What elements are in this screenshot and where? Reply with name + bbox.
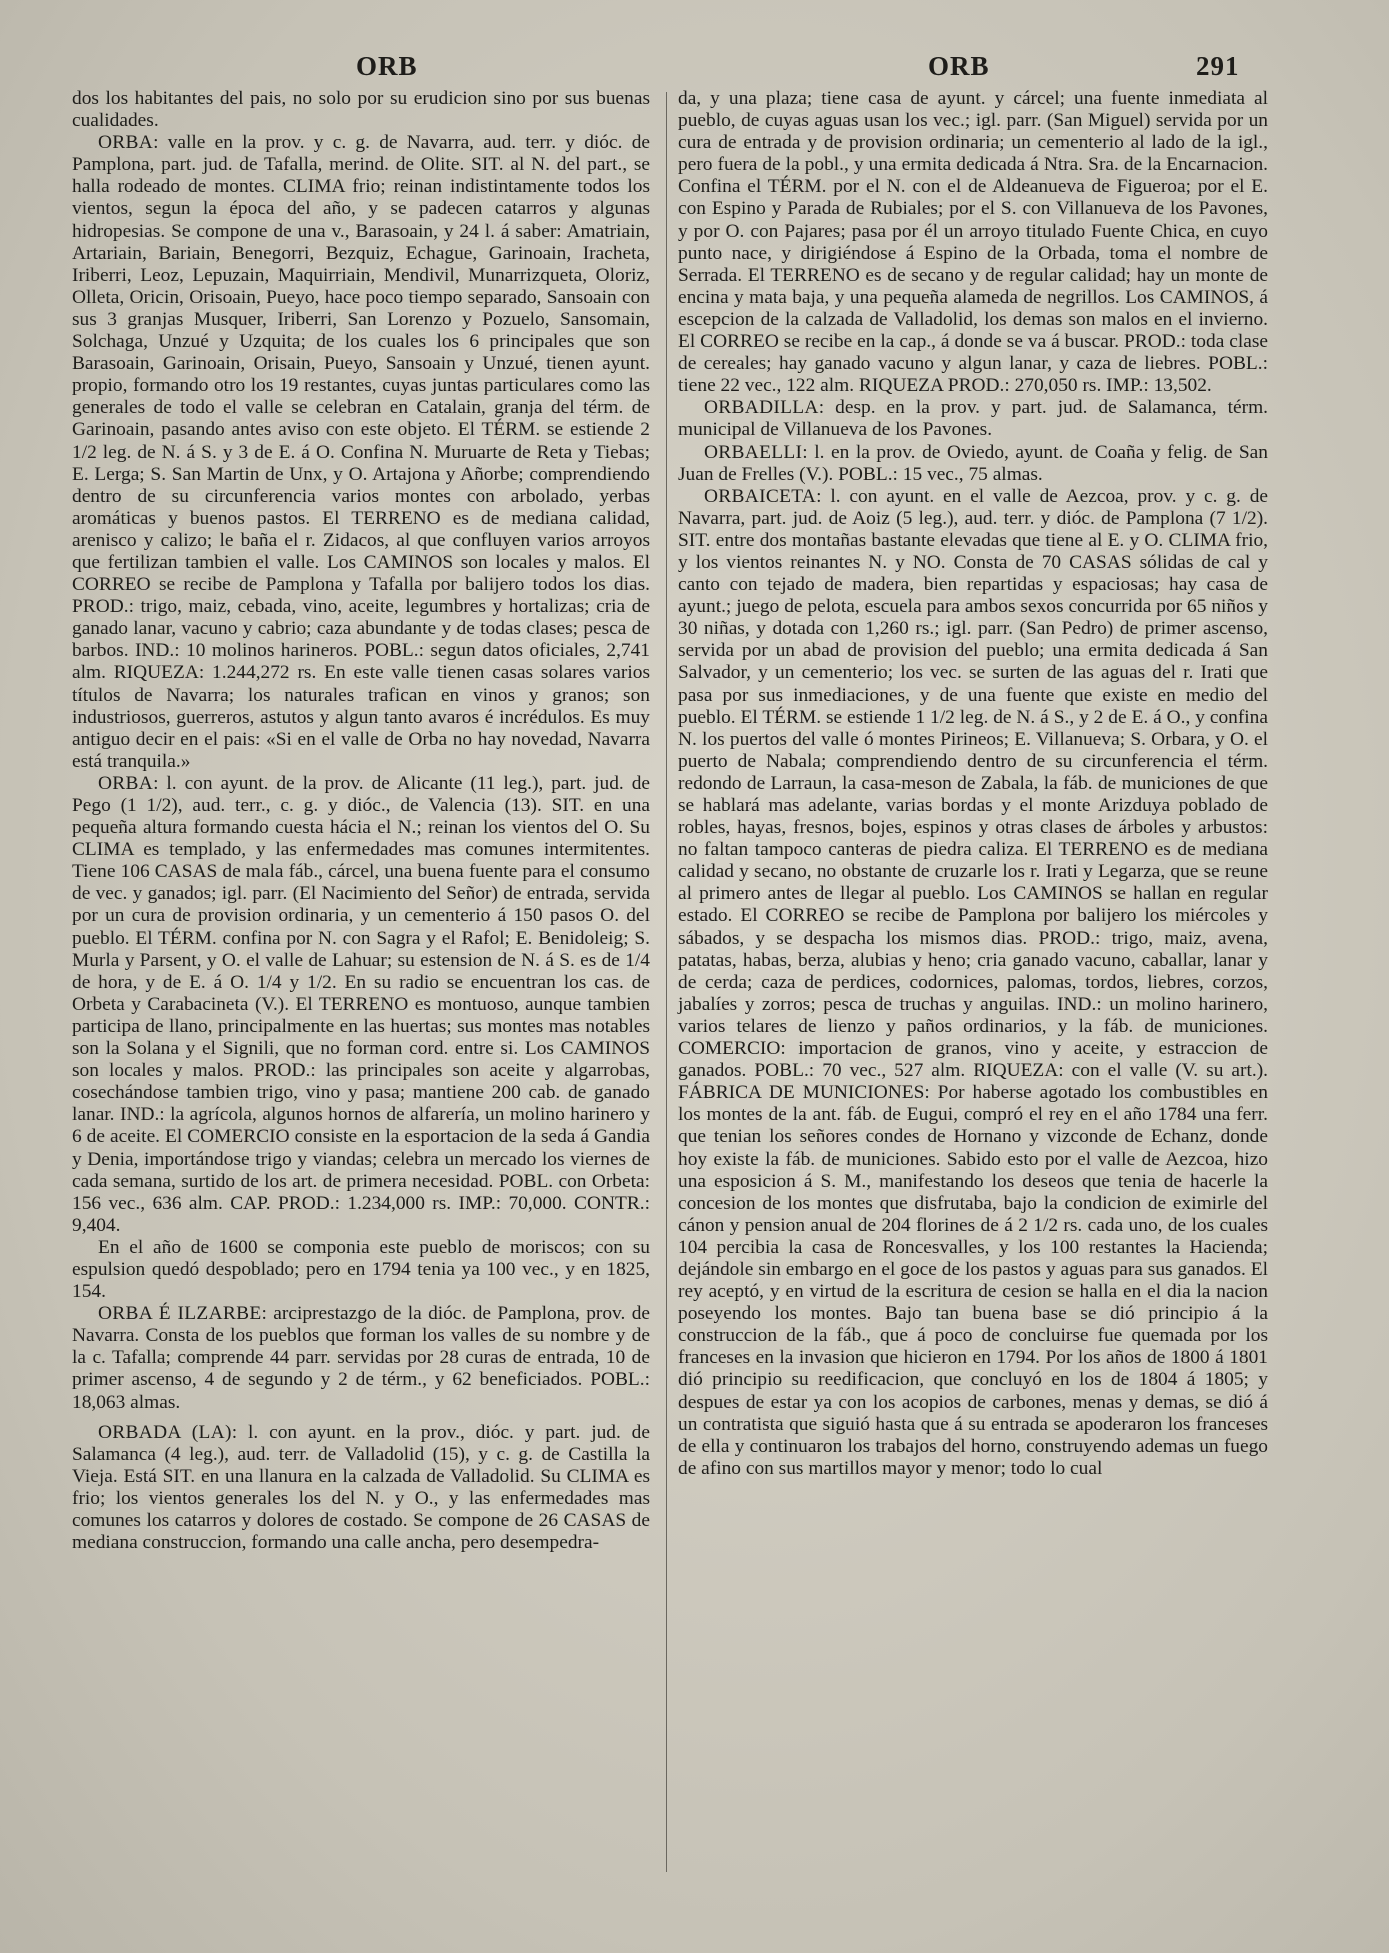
dictionary-entry (72, 773, 650, 1237)
entry-text: : valle en la prov. y c. g. de Navarra, aud. terr. y dióc. de Pamplona, part. jud. de Tafalla, merind. de Olite. SIT. al N. del part., se halla rodeado de montes. CLIMA frio; reinan indistintamente todos los vientos, segun la época del año, y se padecen catarros y algunas hidropesias. Se compone de una v., Barasoain, y 24 l. á saber: Amatriain, Artariain, Bariain, Benegorri, Bezquiz, Echague, Garinoain, Iracheta, Iriberri, Leoz, Lepuzain, Maquirriain, Mendivil, Munarrizqueta, Oloriz, Olleta, Oricin, Orisoain, Pueyo, hace poco tiempo separado, Sansoain con sus 3 granjas Musquer, Iriberri, San Lorenzo y Pozuelo, Sansomain, Solchaga, Unzué y Uzquita; de los cuales los 6 principales que son Barasoain, Garinoain, Orisain, Pueyo, Sansoain y Unzué, tienen ayunt. propio, formando otro los 19 restantes, cuyas juntas particulares como las generales de todo el valle se celebran en Catalain, granja del térm. de Garinoain, pasando antes aviso con este objeto. El TÉRM. se estiende 2 1/2 leg. de N. á S. y 3 de E. á O. Confina N. Muruarte de Reta y Tiebas; E. Lerga; S. San Martin de Unx, y O. Artajona y Añorbe; comprendiendo dentro de su circunferencia varios montes con arbolado, yerbas aromáticas y buenos pastos. El TERRENO es de mediana calidad, arenisco y calizo; le baña el r. Zidacos, al que confluyen varios arroyos que fertilizan tambien el valle. Los CAMINOS son locales y malos. El CORREO se recibe de Pamplona y Tafalla por balijero todos los dias. PROD.: trigo, maiz, cebada, vino, aceite, legumbres y hortalizas; cria de ganado lanar, vacuno y cabrio; caza abundante y de todas clases; pesca de barbos. IND.: 10 molinos harineros. POBL.: segun datos oficiales, 2,741 alm. RIQUEZA: 1.244,272 rs. En este valle tienen casas solares varios títulos de Navarra; los naturales trafican en vinos y granos; son industriosos, guerreros, astutos y algun tanto avaros é incrédulos. Es muy antiguo decir en el pais: «Si en el valle de Orba no hay novedad, Navarra está tranquila.» (72, 132, 650, 772)
entry-headword: ORBA (98, 132, 154, 154)
entry-text: : l. con ayunt. de la prov. de Alicante (11 leg.), part. jud. de Pego (1 1/2), aud. terr., c. g. y dióc., de Valencia (13). SIT. en una pequeña altura formando cuesta hácia el N.; reinan los vientos del O. Su CLIMA es templado, y las enfermedades mas comunes intermitentes. Tiene 106 CASAS de mala fáb., cárcel, una buena fuente para el consumo de vec. y ganados; igl. parr. (El Nacimiento del Señor) de entrada, servida por un cura de provision ordinaria, y un cementerio á 150 pasos O. del pueblo. El TÉRM. confina por N. con Sagra y el Rafol; E. Benidoleig; S. Murla y Parsent, y O. el valle de Lahuar; su estension de N. á S. es de 1/4 de hora, y de E. á O. 1/4 y 1/2. En su radio se encuentran los cas. de Orbeta y Carabacineta (V.). El TERRENO es montuoso, aunque tambien participa de llano, principalmente en las huertas; sus montes mas notables son la Solana y el Signili, que no forman cord. entre si. Los CAMINOS son locales y malos. PROD.: las principales son aceite y algarrobas, cosechándose tambien trigo, vino y pasa; mantiene 200 cab. de ganado lanar. IND.: la agrícola, algunos hornos de alfarería, un molino harinero y 6 de aceite. El COMERCIO consiste en la esportacion de la seda á Gandia y Denia, importándose trigo y viandas; celebra un mercado los viernes de cada semana, surtido de los art. de primera necesidad. POBL. con Orbeta: 156 vec., 636 alm. CAP. PROD.: 1.234,000 rs. IMP.: 70,000. CONTR.: 9,404. (72, 772, 650, 1236)
dictionary-entry (678, 442, 1268, 486)
dictionary-entry (72, 1303, 650, 1413)
entry-text: : l. con ayunt. en el valle de Aezcoa, prov. y c. g. de Navarra, part. jud. de Aoiz (5 leg.), aud. terr. y dióc. de Pamplona (7 1/2). SIT. entre dos montañas bastante elevadas que tiene al E. y O. CLIMA frio, y los vientos reinantes N. y NO. Consta de 70 CASAS sólidas de cal y canto con tejado de madera, bien repartidas y espaciosas; hay casa de ayunt.; juego de pelota, escuela para ambos sexos concurrida por 65 niños y 30 niñas, y dotada con 1,260 rs.; igl. parr. (San Pedro) de primer ascenso, servida por un abad de provision del pueblo; una ermita dedicada á San Salvador, y un cementerio; los vec. se surten de las aguas del r. Irati que pasa por sus inmediaciones, y de una fuente que existe en medio del pueblo. El TÉRM. se estiende 1 1/2 leg. de N. á S., y 2 de E. á O., y confina N. los puertos del valle ó montes Pirineos; E. Villanueva; S. Orbara, y O. el puerto de Nabala; comprendiendo dentro de su circunferencia el térm. redondo de Larraun, la casa-meson de Zabala, la fáb. de municiones de que se hablará mas adelante, varias bordas y el monte Arizduya poblado de robles, hayas, fresnos, bojes, espinos y otras clases de árboles y arbustos: no faltan tampoco canteras de piedra caliza. El TERRENO es de mediana calidad y secano, no obstante de cruzarle los r. Irati y Legarza, que se reune al primero antes de llegar al pueblo. Los CAMINOS se hallan en regular estado. El CORREO se recibe de Pamplona por balijero los miércoles y sábados, y se despacha los mismos dias. PROD.: trigo, maiz, avena, patatas, habas, berza, alubias y heno; cria ganado vacuno, caballar, lanar y de cerda; caza de perdices, codornices, palomas, tordos, liebres, corzos, jabalíes y zorros; pesca de truchas y anguilas. IND.: un molino harinero, varios telares de lienzo y paños ordinarios, y la fáb. de municiones. COMERCIO: importacion de granos, vino y aceite, y estraccion de ganados. POBL.: 70 vec., 527 alm. RIQUEZA: con el valle (V. su art.). FÁBRICA DE MUNICIONES: Por haberse agotado los combustibles en los montes de la ant. fáb. de Eugui, compró el rey en el año 1784 una ferr. que tenian los señores condes de Hornano y vizconde de Echanz, donde hoy existe la fáb. de municiones. Sabido esto por el valle de Aezcoa, hizo una esposicion á S. M., manifestando los deseos que tenia de hacerle la concesion de los montes que disfrutaba, bajo la condicion de eximirle del cánon y pension anual de 204 florines de á 2 1/2 rs. cada uno, de los cuales 104 percibia la casa de Roncesvalles, y los 100 restantes la Hacienda; dejándole sin embargo en el goce de los pastos y aguas para sus ganados. El rey aceptó, y en virtud de la escritura de cesion se halla en el dia la nacion poseyendo los montes. Bajo tan buena base se dió principio á la construccion de la fáb., que á poco de concluirse fue quemada por los franceses en la invasion que hicieron en 1794. Por los años de 1800 á 1801 dió principio su reedificacion, que concluyó en los de 1804 á 1805; y despues de estar ya con los acopios de carbones, menas y demas, se dió á un contratista que siguió hasta que á su entrada se apoderaron los franceses de ella y continuaron los trabajos del horno, construyendo ademas un fuego de afino con sus martillos mayor y menor; todo lo cual (678, 485, 1268, 1479)
entry-text: : l. en la prov. de Oviedo, ayunt. de Coaña y felig. de San Juan de Frelles (V.). POBL.: 15 vec., 75 almas. (678, 441, 1268, 485)
entry-headword: ORBADA (LA) (98, 1421, 232, 1443)
column-divider (666, 92, 667, 1872)
entry-text: da, y una plaza; tiene casa de ayunt. y cárcel; una fuente inmediata al pueblo, de cuyas aguas usan los vec.; igl. parr. (San Miguel) servida por un cura de entrada y de provision ordinaria; un cementerio al lado de la igl., pero fuera de la pobl., y una ermita dedicada á Ntra. Sra. de la Encarnacion. Confina el TÉRM. por el N. con el de Aldeanueva de Figueroa; por el E. con Espino y Parada de Rubiales; por el S. con Villanueva de los Pavones, y por O. con Pajares; pasa por él un arroyo titulado Fuente Chica, en cuyo punto nace, y dirigiéndose á Espino de la Orbada, toma el nombre de Serrada. El TERRENO es de secano y de regular calidad; hay un monte de encina y mata baja, y una pequeña alameda de negrillos. Los CAMINOS, á escepcion de la calzada de Valladolid, los demas son malos en el invierno. El CORREO se recibe en la cap., á donde se va á buscar. PROD.: toda clase de cereales; hay ganado vacuno y algun lanar, y caza de liebres. POBL.: tiene 22 vec., 122 alm. RIQUEZA PROD.: 270,050 rs. IMP.: 13,502. (678, 88, 1268, 397)
entry-headword: ORBA É ILZARBE (98, 1303, 262, 1325)
entry-text: : arciprestazgo de la dióc. de Pamplona, prov. de Navarra. Consta de los pueblos que forman los valles de su nombre y de la c. Tafalla; comprende 44 parr. servidas por 28 curas de entrada, 10 de primer ascenso, 4 de segundo y 2 de térm., y 62 beneficiados. POBL.: 18,063 almas. (72, 1303, 651, 1413)
dictionary-entry (678, 88, 1268, 397)
running-head-left: ORB (356, 51, 418, 81)
dictionary-entry (72, 1422, 650, 1555)
page-number: 291 (1196, 51, 1240, 81)
right-column (678, 88, 1268, 1480)
entry-headword: ORBA (98, 772, 154, 794)
running-head-right: ORB (928, 51, 990, 81)
entry-headword: ORBAELLI (704, 441, 803, 463)
dictionary-entry (72, 132, 650, 773)
dictionary-entry (72, 1237, 650, 1303)
entry-text: dos los habitantes del pais, no solo por su erudicion sino por sus buenas cualidades. (72, 88, 650, 132)
entry-text: : l. con ayunt. en la prov., dióc. y part. jud. de Salamanca (4 leg.), aud. terr. de Valladolid (15), y c. g. de Castilla la Vieja. Está SIT. en una llanura en la calzada de Valladolid. Su CLIMA es frio; los vientos generales los del N. y O., y las enfermedades mas comunes los catarros y dolores de costado. Se compone de 26 CASAS de mediana construccion, formando una calle ancha, pero desempedra- (72, 1421, 650, 1554)
left-column (72, 88, 650, 1554)
dictionary-entry (72, 88, 650, 132)
entry-headword: ORBAICETA (704, 485, 817, 507)
entry-text: : desp. en la prov. y part. jud. de Salamanca, térm. municipal de Villanueva de los Pavones. (678, 397, 1268, 441)
entry-text: En el año de 1600 se componia este pueblo de moriscos; con su espulsion quedó despoblado; pero en 1794 tenia ya 100 vec., y en 1825, 154. (72, 1236, 650, 1303)
dictionary-entry (678, 397, 1268, 441)
entry-headword: ORBADILLA (704, 397, 819, 419)
dictionary-entry (678, 486, 1268, 1480)
